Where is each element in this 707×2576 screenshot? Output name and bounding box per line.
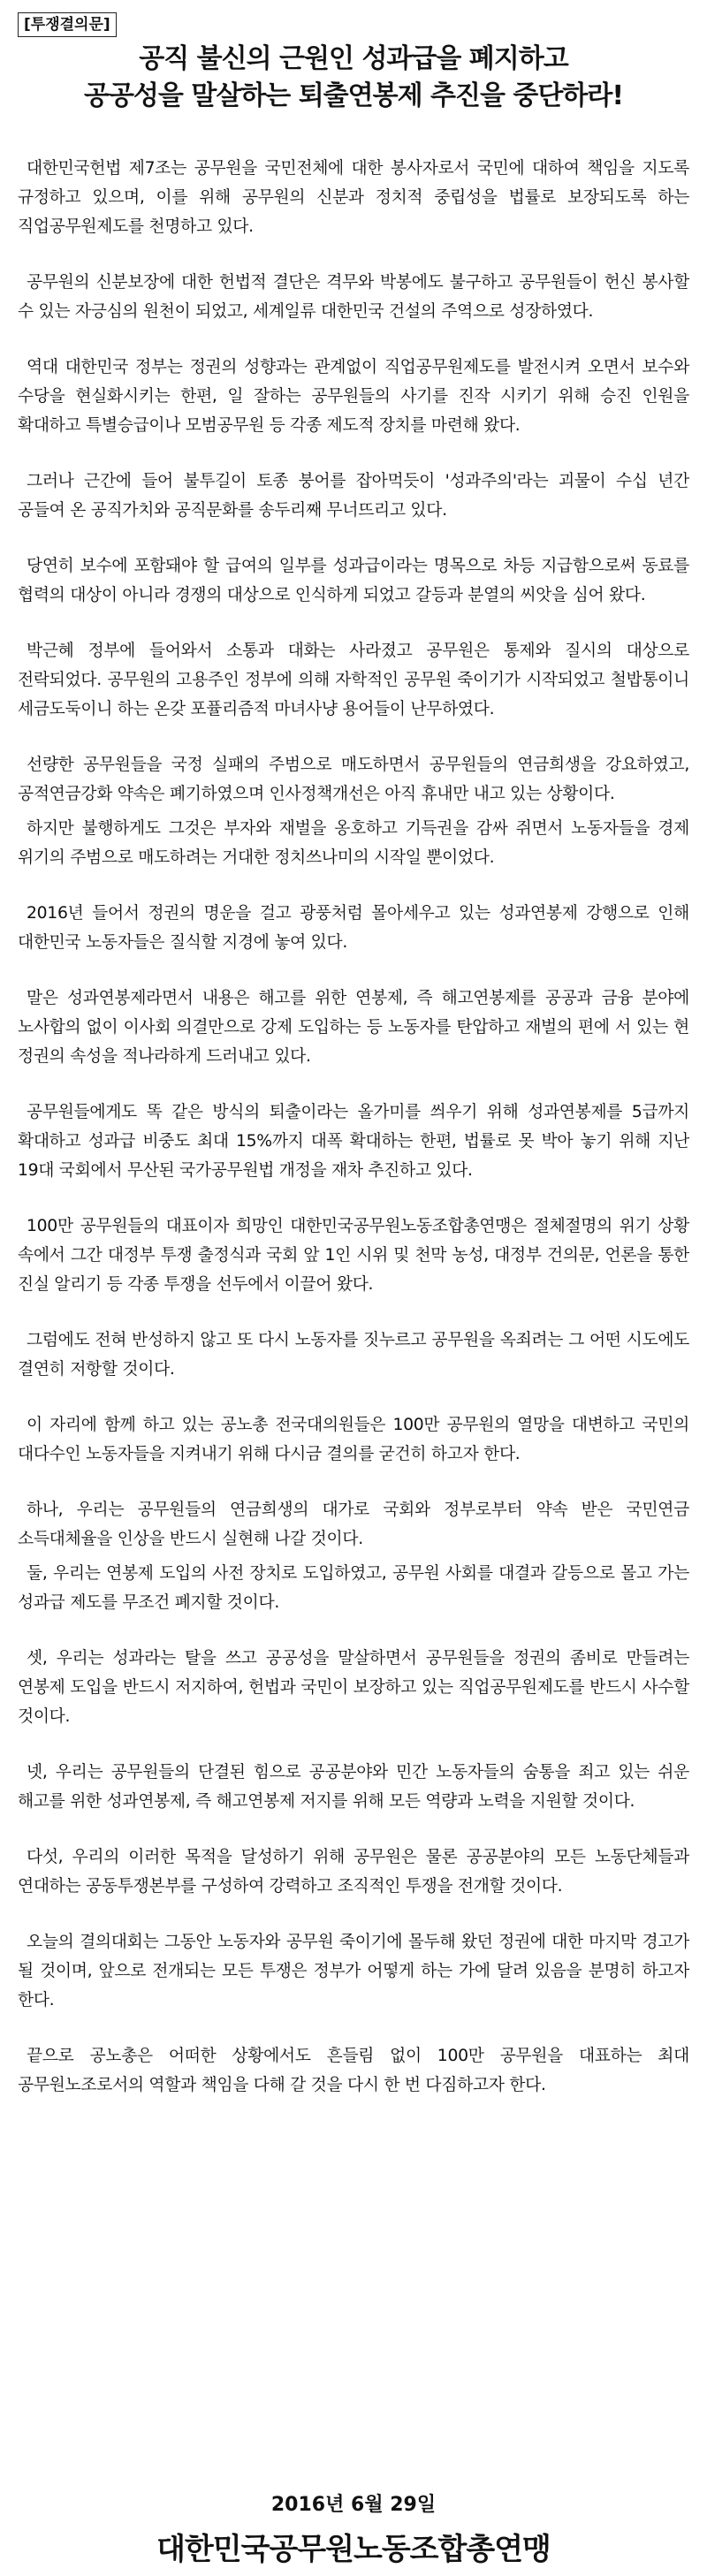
document-title [18, 41, 689, 115]
document-tag: [투쟁결의문] [18, 12, 117, 37]
paragraph: 이 자리에 함께 하고 있는 공노총 전국대의원들은 100만 공무원의 열망을 대변하고 국민의 대다수인 노동자들을 지켜내기 위해 다시금 결의를 굳건히 하고자 한다. [18, 1416, 689, 1463]
paragraph: 공무원들에게도 똑 같은 방식의 퇴출이라는 올가미를 씌우기 위해 성과연봉제를 5급까지 확대하고 성과급 비중도 최대 15%까지 대폭 확대하는 한편, 법률로 못 박아 놓기 위해 지난 19대 국회에서 무산된 국가공무원법 개정을 재차 추진하고 있다. [18, 1103, 689, 1180]
paragraph: 공무원의 신분보장에 대한 헌법적 결단은 격무와 박봉에도 불구하고 공무원들이 헌신 봉사할 수 있는 자긍심의 원천이 되었고, 세계일류 대한민국 건설의 주역으로 성장하였다. [18, 273, 689, 321]
paragraph: 끝으로 공노총은 어떠한 상황에서도 흔들림 없이 100만 공무원을 대표하는 최대 공무원노조로서의 역할과 책임을 다해 갈 것을 다시 한 번 다짐하고자 한다. [18, 2047, 689, 2094]
resolution-item-5: 다섯, 우리의 이러한 목적을 달성하기 위해 공무원은 물론 공공분야의 모든 노동단체들과 연대하는 공동투쟁본부를 구성하여 강력하고 조직적인 투쟁을 전개할 것이다. [18, 1848, 689, 1896]
resolution-item-3: 셋, 우리는 성과라는 탈을 쓰고 공공성을 말살하면서 공무원들을 정권의 좀비로 만들려는 연봉제 도입을 반드시 저지하여, 헌법과 국민이 보장하고 있는 직업공무원제도를 반드시 사수할 것이다. [18, 1649, 689, 1726]
resolution-item-1: 하나, 우리는 공무원들의 연금희생의 대가로 국회와 정부로부터 약속 받은 국민연금 소득대체율을 인상을 반드시 실현해 나갈 것이다. [18, 1501, 689, 1548]
document-date: 2016년 6월 29일 [270, 2494, 437, 2516]
paragraph: 2016년 들어서 정권의 명운을 걸고 광풍처럼 몰아세우고 있는 성과연봉제 강행으로 인해 대한민국 노동자들은 질식할 지경에 놓여 있다. [18, 904, 689, 952]
paragraph: 오늘의 결의대회는 그동안 노동자와 공무원 죽이기에 몰두해 왔던 정권에 대한 마지막 경고가 될 것이며, 앞으로 전개되는 모든 투쟁은 정부가 어떻게 하는 가에 달려 있음을 분명히 하고자 한다. [18, 1933, 689, 2010]
organization-signature: 대한민국공무원노동조합총연맹 [156, 2532, 551, 2567]
paragraph: 대한민국헌법 제7조는 공무원을 국민전체에 대한 봉사자로서 국민에 대하여 책임을 지도록 규정하고 있으며, 이를 위해 공무원의 신분과 정치적 중립성을 법률로 보장되도록 하는 직업공무원제도를 천명하고 있다. [18, 159, 689, 236]
resolution-item-4: 넷, 우리는 공무원들의 단결된 힘으로 공공분야와 민간 노동자들의 숨통을 죄고 있는 쉬운 해고를 위한 성과연봉제, 즉 해고연봉제 저지를 위해 모든 역량과 노력을 지원할 것이다. [18, 1763, 689, 1811]
paragraph: 박근혜 정부에 들어와서 소통과 대화는 사라졌고 공무원은 통제와 질시의 대상으로 전락되었다. 공무원의 고용주인 정부에 의해 자학적인 공무원 죽이기가 시작되었고 철밥통이니 세금도둑이니 하는 온갖 포퓰리즘적 마녀사냥 용어들이 난무하였다. [18, 642, 689, 718]
paragraph: 그러나 근간에 들어 불투길이 토종 붕어를 잡아먹듯이 '성과주의'라는 괴물이 수십 년간 공들여 온 공직가치와 공직문화를 송두리째 무너뜨리고 있다. [18, 472, 689, 520]
document-body [18, 154, 689, 2100]
paragraph: 선량한 공무원들을 국정 실패의 주범으로 매도하면서 공무원들의 연금희생을 강요하였고, 공적연금강화 약속은 폐기하였으며 인사정책개선은 아직 휴내만 내고 있는 상황이다. [18, 756, 689, 803]
paragraph: 말은 성과연봉제라면서 내용은 해고를 위한 연봉제, 즉 해고연봉제를 공공과 금융 분야에 노사합의 없이 이사회 의결만으로 강제 도입하는 등 노동자를 탄압하고 재벌의 편에 서 있는 현 정권의 속성을 적나라하게 드러내고 있다. [18, 989, 689, 1066]
paragraph: 하지만 불행하게도 그것은 부자와 재벌을 옹호하고 기득권을 감싸 쥐면서 노동자들을 경제 위기의 주범으로 매도하려는 거대한 정치쓰나미의 시작일 뿐이었다. [18, 819, 689, 867]
paragraph: 100만 공무원들의 대표이자 희망인 대한민국공무원노동조합총연맹은 절체절명의 위기 상황 속에서 그간 대정부 투쟁 출정식과 국회 앞 1인 시위 및 천막 농성, 대정부 건의문, 언론을 통한 진실 알리기 등 각종 투쟁을 선두에서 이끌어 왔다. [18, 1217, 689, 1294]
paragraph: 당연히 보수에 포함돼야 할 급여의 일부를 성과급이라는 명목으로 차등 지급함으로써 동료를 협력의 대상이 아니라 경쟁의 대상으로 인식하게 되었고 갈등과 분열의 씨앗을 심어 왔다. [18, 557, 689, 604]
paragraph: 그럼에도 전혀 반성하지 않고 또 다시 노동자를 짓누르고 공무원을 옥죄려는 그 어떤 시도에도 결연히 저항할 것이다. [18, 1331, 689, 1379]
paragraph: 역대 대한민국 정부는 정권의 성향과는 관계없이 직업공무원제도를 발전시켜 오면서 보수와 수당을 현실화시키는 한편, 일 잘하는 공무원들의 사기를 진작 시키기 위해 승진 인원을 확대하고 특별승급이나 모범공무원 등 각종 제도적 장치를 마련해 왔다. [18, 358, 689, 435]
resolution-item-2: 둘, 우리는 연봉제 도입의 사전 장치로 도입하였고, 공무원 사회를 대결과 갈등으로 몰고 가는 성과급 제도를 무조건 폐지할 것이다. [18, 1564, 689, 1612]
title-line-1: 공직 불신의 근원인 성과급을 폐지하고 [139, 43, 568, 74]
title-line-2: 공공성을 말살하는 퇴출연봉제 추진을 중단하라! [83, 80, 624, 111]
